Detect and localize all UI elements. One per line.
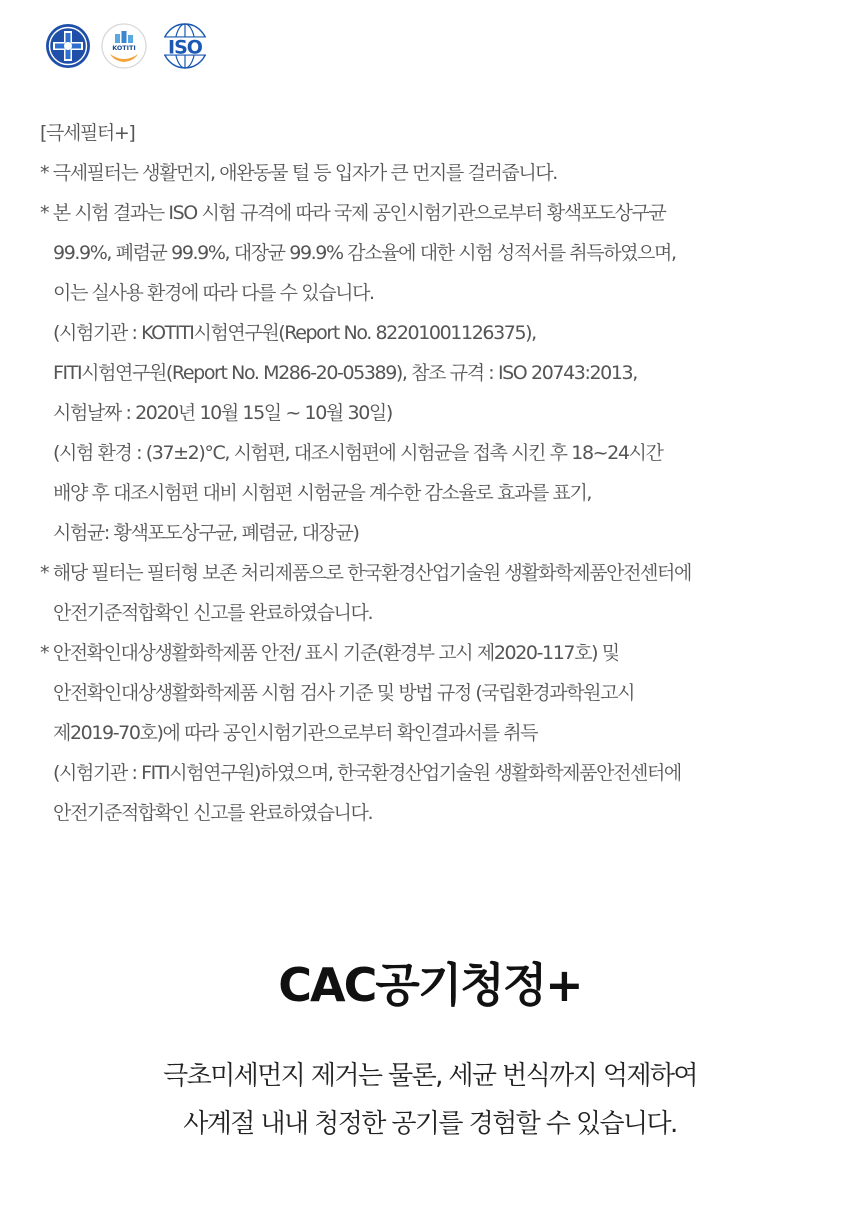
note-line: 99.9%, 폐렴균 99.9%, 대장균 99.9% 감소율에 대한 시험 성적서를 취득하였으며,: [53, 242, 676, 264]
note-line: 이는 실사용 환경에 따라 다를 수 있습니다.: [53, 282, 374, 304]
note-line: 배양 후 대조시험편 대비 시험편 시험균을 계수한 감소율로 효과를 표기,: [53, 482, 592, 504]
note-line: 제2019-70호)에 따라 공인시험기관으로부터 확인결과서를 취득: [53, 722, 538, 744]
section-description: [0, 1052, 860, 1148]
iso-globe-logo-icon: [157, 22, 213, 70]
note-line: * 본 시험 결과는 ISO 시험 규격에 따라 국제 공인시험기관으로부터 황색포도상구균: [40, 202, 666, 224]
certification-logos: [45, 22, 213, 70]
note-line: [극세필터+]: [40, 122, 135, 144]
note-line: (시험기관 : KOTITI시험연구원(Report No. 82201001126375),: [53, 322, 536, 344]
note-line: 안전기준적합확인 신고를 완료하였습니다.: [53, 802, 373, 824]
description-line: 극초미세먼지 제거는 물론, 세균 번식까지 억제하여: [163, 1061, 697, 1091]
note-line: * 해당 필터는 필터형 보존 처리제품으로 한국환경산업기술원 생활화학제품안전센터에: [40, 562, 691, 584]
note-line: FITI시험연구원(Report No. M286-20-05389), 참조 규격 : ISO 20743:2013,: [53, 362, 637, 384]
note-line: * 극세필터는 생활먼지, 애완동물 털 등 입자가 큰 먼지를 걸러줍니다.: [40, 162, 557, 184]
note-line: 시험균: 황색포도상구균, 폐렴균, 대장균): [53, 522, 359, 544]
description-line: 사계절 내내 청정한 공기를 경험할 수 있습니다.: [183, 1109, 677, 1139]
svg-text:ISO: ISO: [168, 36, 202, 59]
note-line: 시험날짜 : 2020년 10월 15일 ~ 10월 30일): [53, 402, 392, 424]
svg-text:KOTITI: KOTITI: [112, 44, 136, 52]
test-result-notes: [40, 113, 840, 833]
kotiti-logo-icon: [101, 23, 147, 69]
note-line: 안전기준적합확인 신고를 완료하였습니다.: [53, 602, 373, 624]
section-headline: CAC공기청정+: [278, 958, 582, 1012]
note-line: * 안전확인대상생활화학제품 안전/ 표시 기준(환경부 고시 제2020-117호) 및: [40, 642, 619, 664]
note-line: (시험기관 : FITI시험연구원)하였으며, 한국환경산업기술원 생활화학제품안전센터에: [53, 762, 681, 784]
cross-seal-logo-icon: [45, 23, 91, 69]
note-line: 안전확인대상생활화학제품 시험 검사 기준 및 방법 규정 (국립환경과학원고시: [53, 682, 635, 704]
note-line: (시험 환경 : (37±2)°C, 시험편, 대조시험편에 시험균을 접촉 시킨 후 18~24시간: [53, 442, 663, 464]
